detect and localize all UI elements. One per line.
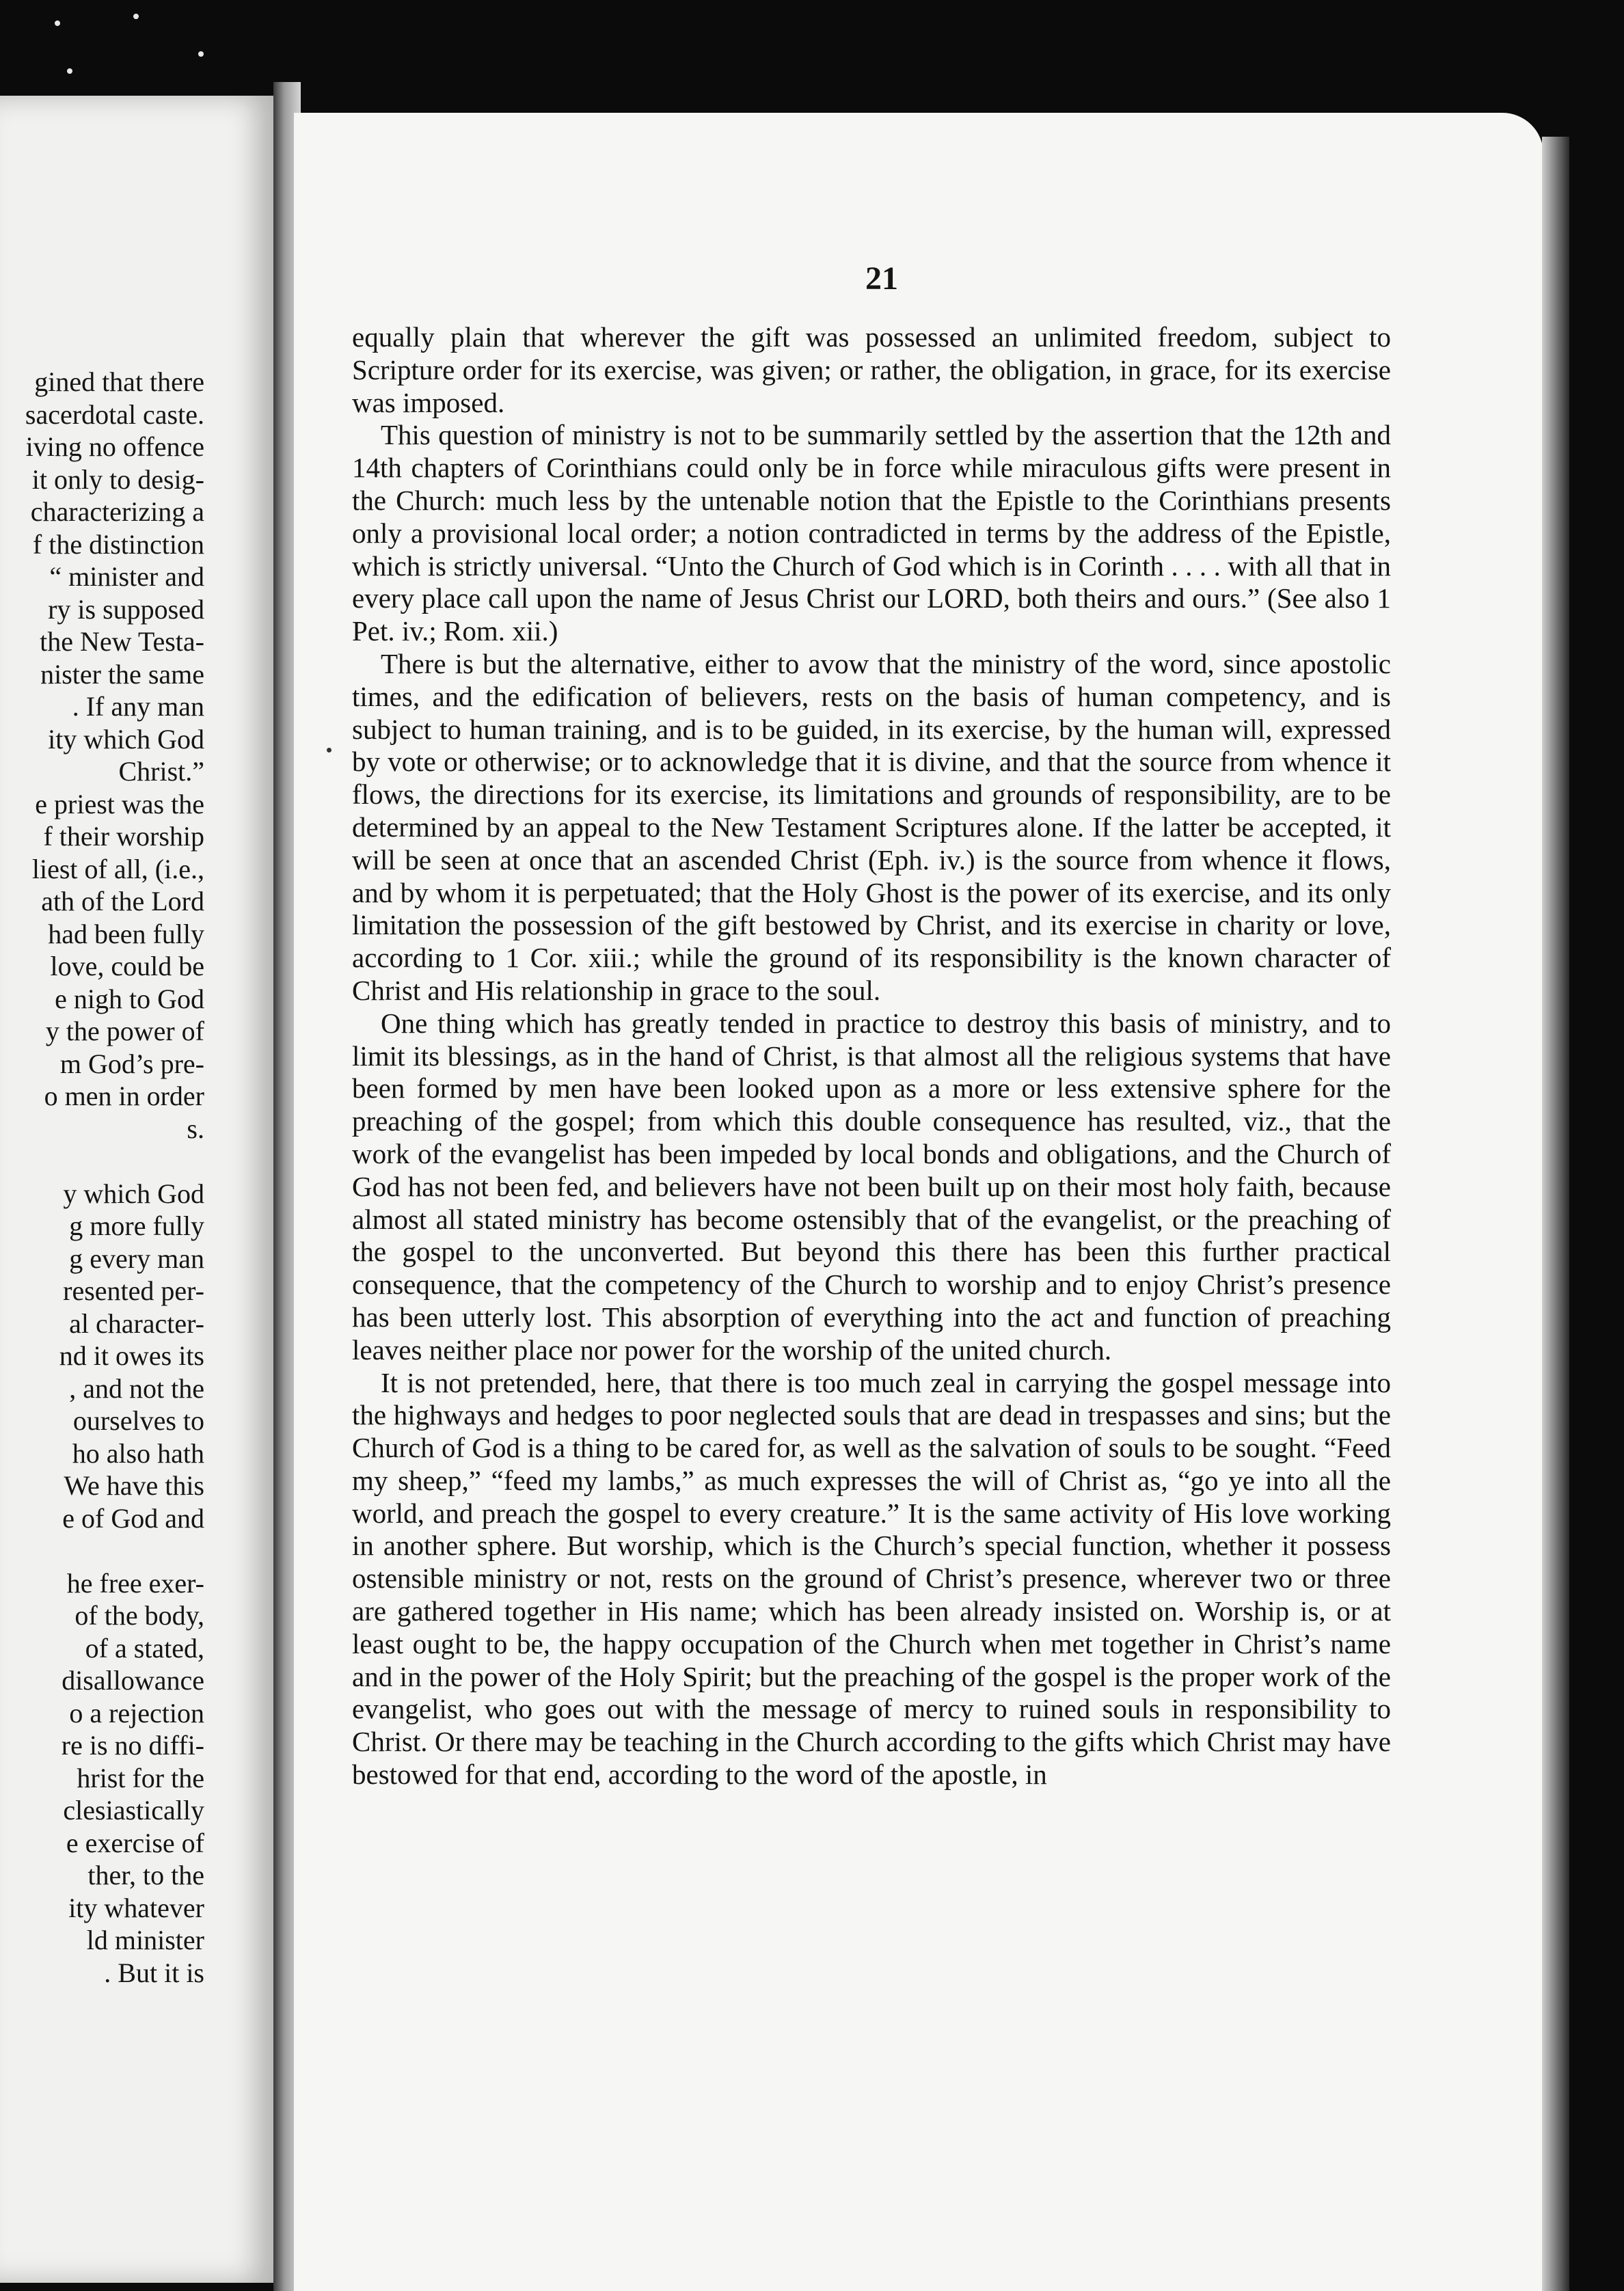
ink-speck (327, 748, 331, 753)
previous-page-line: , and not the (69, 1372, 204, 1404)
previous-page-line (0, 1534, 204, 1567)
previous-page-line: resented per- (63, 1275, 204, 1306)
paragraph: This question of ministry is not to be summarily settled by the assertion that the 12th and 14th chapters of Corinthians could only be in force while miraculous gifts were present in the Church: much less by the untenable notion that the Epistle to the Corinthians presents only a provisional local order; a notion contradicted in terms by the address of the Epistle, which is strictly universal. “Unto the Church of God which is in Corinth . . . . with all that in every place call upon the name of Jesus Christ our LORD, both theirs and ours.” (See also 1 Pet. iv.; Rom. xii.) (352, 419, 1391, 647)
previous-page-line: of a stated, (85, 1632, 204, 1664)
previous-page-line: iving no offence (25, 431, 204, 462)
previous-page-line: e nigh to God (55, 983, 204, 1014)
previous-page-line: nd it owes its (59, 1340, 204, 1371)
previous-page-line (0, 1145, 204, 1178)
previous-page-line: y which God (63, 1178, 204, 1209)
previous-page-line: ther, to the (87, 1860, 204, 1890)
previous-page-line: al character- (69, 1307, 204, 1339)
previous-page-line: of the body, (75, 1600, 204, 1631)
previous-page-line: love, could be (50, 951, 204, 981)
paragraph: One thing which has greatly tended in practice to destroy this basis of ministry, and to limit its blessings, as in the hand of Christ, is that almost all the religious systems that have been formed by men have been looked upon as a more or less extensive sphere for the preaching of the gospel; from which this double consequence has resulted, viz., that the work of the evangelist has been impeded by local bonds and obligations, and the Church of God has not been fed, and believers have not been built up on their most holy faith, because almost all stated ministry has become ostensibly that of the evangelist, or the preaching of the gospel to the unconverted. But beyond this there has been this further practical consequence, that the competency of the Church to worship and to enjoy Christ’s presence has been utterly lost. This absorption of everything into the act and function of preaching leaves neither place nor power for the worship of the united church. (352, 1007, 1391, 1366)
previous-page-text (0, 366, 204, 1989)
previous-page-line: g every man (69, 1243, 204, 1274)
previous-page-line: nister the same (40, 658, 204, 690)
previous-page-fragment (0, 96, 277, 2283)
previous-page-line: s. (187, 1113, 204, 1144)
previous-page-line: f the distinction (32, 528, 204, 560)
previous-page-line: sacerdotal caste. (25, 398, 204, 430)
previous-page-line: characterizing a (30, 496, 204, 527)
previous-page-line: had been fully (48, 918, 204, 949)
previous-page-line: o a rejection (69, 1697, 204, 1729)
paragraph: It is not pretended, here, that there is too much zeal in carrying the gospel message into the highways and hedges to poor neglected souls that are dead in trespasses and sins; but the Church of God is a thing to be cared for, as well as the salvation of souls to be sought. “Feed my sheep,” “feed my lambs,” as much expresses the will of Christ as, “go ye into all the world, and preach the gospel to every creature.” It is the same activity of His love working in another sphere. But worship, which is the Church’s special function, whether it possess ostensible ministry or not, rests on the ground of Christ’s presence, wherever two or three are gathered together in His name; which has been already insisted on. Worship is, or at least ought to be, the happy occupation of the Church when met together in Christ’s name and in the power of the Holy Spirit; but the preaching of the gospel is the proper work of the evangelist, who goes out with the message of mercy to ruined souls in responsibility to Christ. Or there may be teaching in the Church according to the gifts which Christ may have bestowed for that end, according to the word of the apostle, in (352, 1366, 1391, 1791)
previous-page-line: re is no diffi- (61, 1730, 204, 1761)
paragraph: equally plain that wherever the gift was possessed an unlimited freedom, subject to Scripture order for its exercise, was given; or rather, the obligation, in grace, for its exercise was imposed. (352, 321, 1391, 418)
previous-page-line: the New Testa- (40, 626, 204, 657)
previous-page-line: o men in order (44, 1081, 204, 1111)
previous-page-line: ity whatever (68, 1892, 204, 1923)
previous-page-line: . If any man (72, 691, 204, 722)
previous-page-line: e priest was the (35, 788, 204, 819)
previous-page-line: ld minister (86, 1925, 204, 1955)
previous-page-line: g more fully (69, 1210, 204, 1241)
previous-page-line: e of God and (62, 1502, 204, 1534)
previous-page-line: clesiastically (63, 1795, 204, 1826)
paragraph: There is but the alternative, either to avow that the ministry of the word, since apostolic times, and the edification of believers, rests on the basis of human competency, and is subject to human training, and is to be guided, in its exercise, by the human will, expressed by vote or otherwise; or to acknowledge that it is divine, and that the source from whence it flows, the directions for its exercise, its limitations and grounds of responsibility, are to be determined by an appeal to the New Testament Scriptures alone. If the latter be accepted, it will be seen at once that an ascended Christ (Eph. iv.) is the source from whence it flows, and by whom it is perpetuated; that the Holy Ghost is the power of its exercise, and its only limitation the possession of the gift bestowed by Christ, and its exercise in charity or love, according to 1 Cor. xiii.; while the ground of its responsibility is the known character of Christ and His relationship in grace to the soul. (352, 647, 1391, 1006)
previous-page-line: . But it is (104, 1957, 204, 1988)
previous-page-line: hrist for the (77, 1762, 204, 1793)
page-body-text (352, 321, 1391, 1791)
previous-page-line: f their worship (43, 821, 204, 852)
previous-page-line: ho also hath (72, 1437, 204, 1469)
previous-page-line: m God’s pre- (59, 1048, 204, 1079)
previous-page-line: e exercise of (66, 1827, 204, 1858)
previous-page-line: it only to desig- (31, 463, 204, 495)
previous-page-line: ourselves to (72, 1405, 204, 1436)
previous-page-line: “ minister and (49, 561, 204, 592)
previous-page-line: liest of all, (i.e., (31, 853, 204, 884)
page-number: 21 (865, 260, 898, 297)
previous-page-line: y the power of (45, 1016, 204, 1046)
previous-page-line: disallowance (62, 1665, 204, 1696)
previous-page-line: gined that there (34, 366, 204, 397)
previous-page-line: he free exer- (66, 1567, 204, 1599)
previous-page-line: Christ.” (118, 756, 204, 787)
page-edge-shadow (1542, 137, 1569, 2291)
previous-page-line: ity which God (48, 723, 204, 755)
previous-page-line: We have this (64, 1470, 204, 1501)
previous-page-line: ath of the Lord (41, 886, 204, 917)
previous-page-line: ry is supposed (48, 593, 204, 625)
